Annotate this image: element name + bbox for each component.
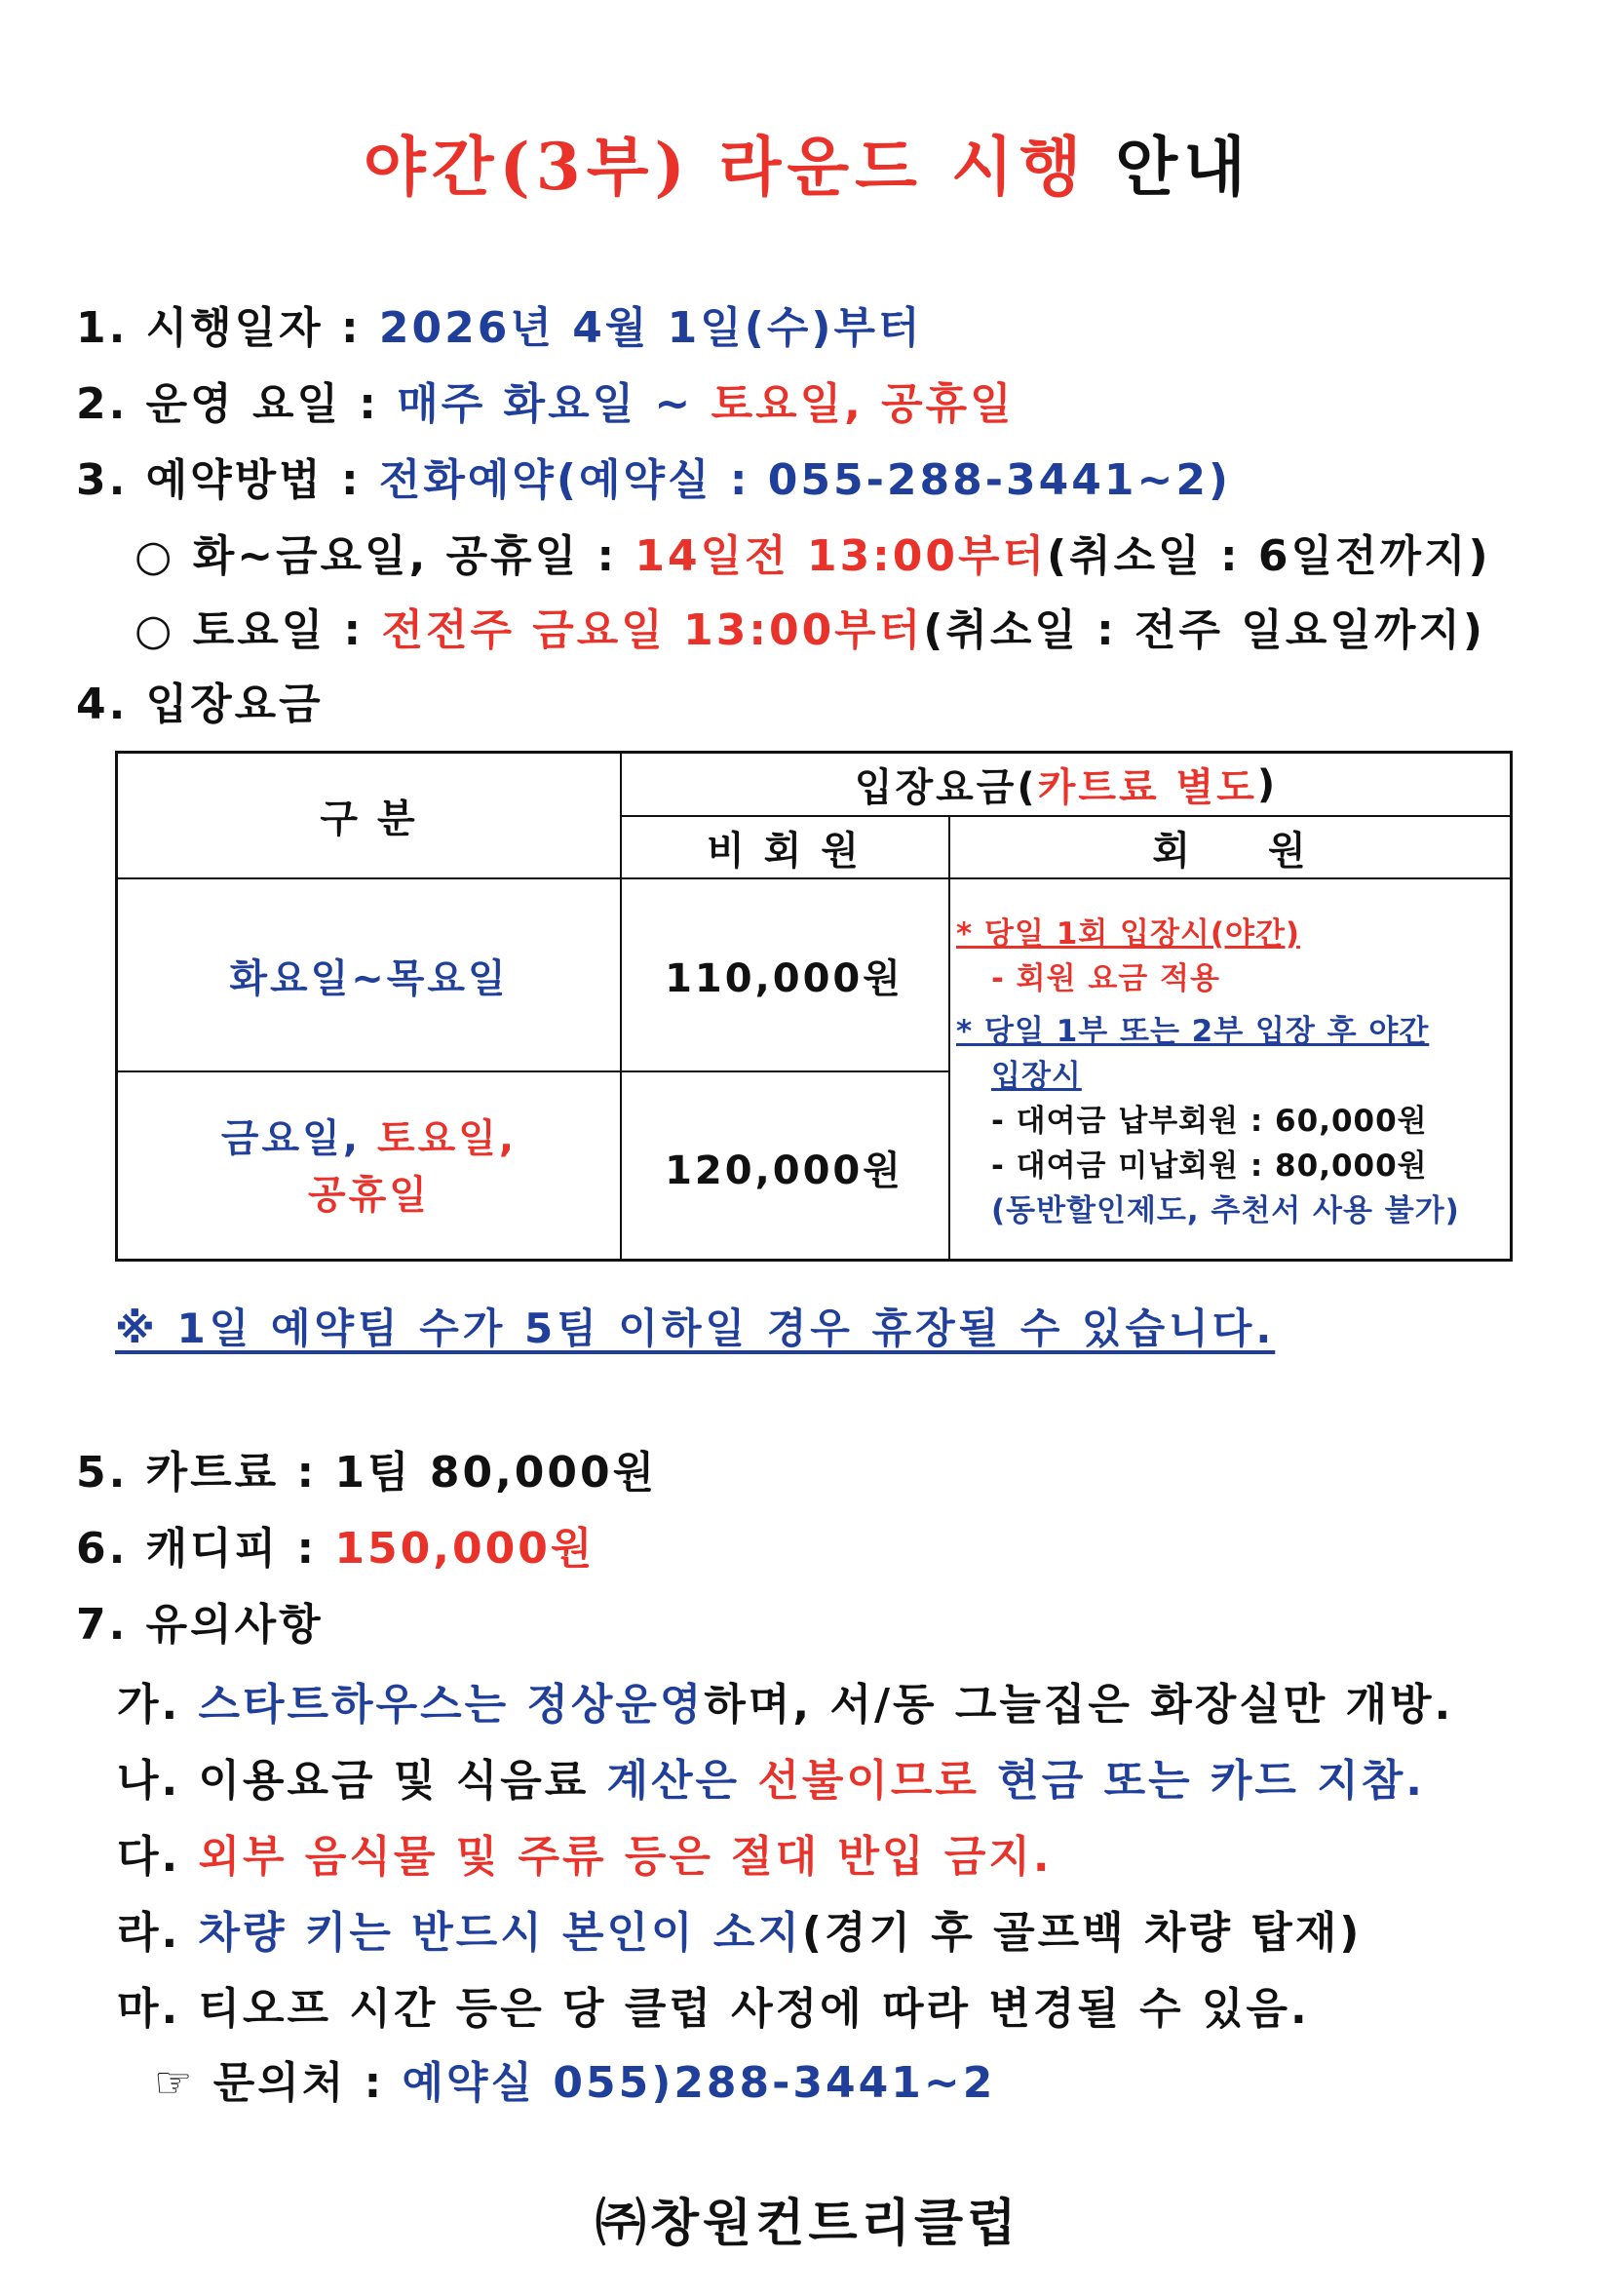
item-reservation-weekday: ○ 화~금요일, 공휴일 : 14일전 13:00부터(취소일 : 6일전까지)	[135, 531, 1491, 581]
row1-day: 화요일~목요일	[229, 955, 509, 1001]
item-operating-days: 2. 운영 요일 : 매주 화요일 ~ 토요일, 공휴일	[76, 379, 1015, 429]
note-ga: 가. 스타트하우스는 정상운영하며, 서/동 그늘집은 화장실만 개방.	[117, 1680, 1454, 1730]
item-notes: 7. 유의사항	[76, 1600, 324, 1650]
company-name: ㈜창원컨트리클럽	[595, 2195, 1020, 2253]
header-nonmember: 비 회 원	[707, 828, 862, 874]
row2-price: 120,000원	[665, 1148, 904, 1193]
note-ma: 마. 티오프 시간 등은 당 클럽 사정에 따라 변경될 수 있음.	[117, 1984, 1310, 2034]
item-start-date: 1. 시행일자 : 2026년 4월 1일(수)부터	[76, 303, 923, 353]
note-na: 나. 이용요금 및 식음료 계산은 선불이므로 현금 또는 카드 지참.	[117, 1756, 1425, 1806]
item-reservation-saturday: ○ 토요일 : 전전주 금요일 13:00부터(취소일 : 전주 일요일까지)	[135, 605, 1486, 655]
note-da: 다. 외부 음식물 및 주류 등은 절대 반입 금지.	[117, 1832, 1053, 1882]
row1-price: 110,000원	[665, 955, 904, 1001]
item-reservation-method: 3. 예약방법 : 전화예약(예약실 : 055-288-3441~2)	[76, 455, 1232, 505]
header-category: 구 분	[320, 797, 418, 841]
item-admission-fee: 4. 입장요금	[76, 680, 324, 729]
row2-day: 금요일, 토요일, 공휴일	[220, 1116, 518, 1218]
member-notes: * 당일 1회 입장시(야간) - 회원 요금 적용 * 당일 1부 또는 2부 입장 후 야간 입장시 - 대여금 납부회원 : 60,000원 - 대여금 미납회원 : 80,000원 (동반할인제도, 추천서 사용 불가)	[956, 916, 1460, 1228]
contact-line: ☞ 문의처 : 예약실 055)288-3441~2	[154, 2058, 996, 2108]
header-member: 회 원	[1152, 828, 1309, 874]
page-title	[0, 115, 1615, 208]
fee-table	[115, 751, 1513, 1262]
title-black: 안내	[1115, 129, 1251, 205]
item-cart-fee: 5. 카트료 : 1팀 80,000원	[76, 1448, 658, 1498]
closure-warning: ※ 1일 예약팀 수가 5팀 이하일 경우 휴장될 수 있습니다.	[115, 1304, 1276, 1352]
item-caddie-fee: 6. 캐디피 : 150,000원	[76, 1524, 596, 1574]
title-red: 야간(3부) 라운드 시행	[364, 129, 1088, 205]
note-ra: 라. 차량 키는 반드시 본인이 소지(경기 후 골프백 차량 탑재)	[117, 1908, 1363, 1958]
header-fee: 입장요금( 카트료 별도 )	[854, 761, 1279, 810]
